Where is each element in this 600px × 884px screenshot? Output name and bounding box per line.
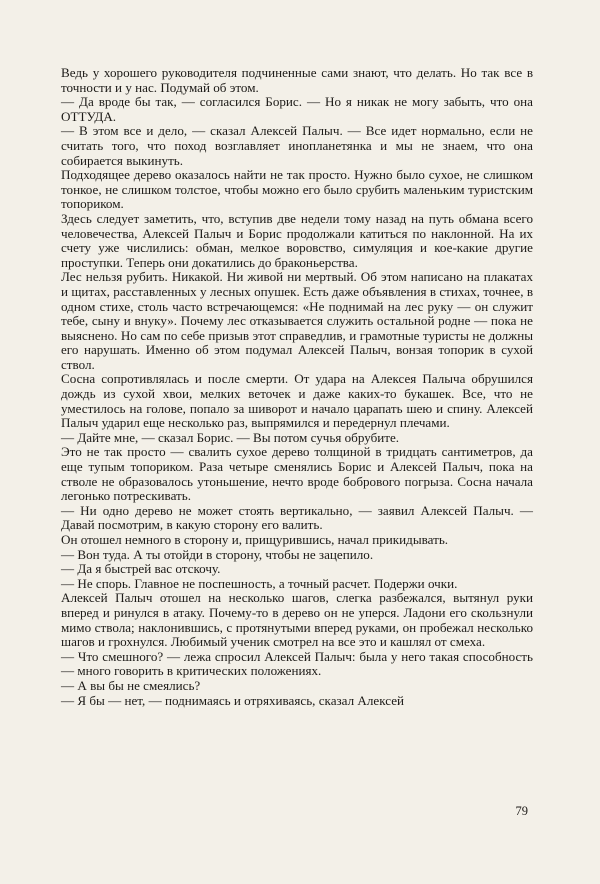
page-text <box>61 66 533 708</box>
paragraph: — Да я быстрей вас отскочу. <box>61 561 221 577</box>
paragraph: Сосна сопротивлялась и после смерти. От удара на Алексея Палыча обрушился дождь из сухой хвои, мелких веточек и даже каких-то букашек. Все, что не уместилось на голове, попало за шиворот и начало царапать шею и спину. Алексей Палыч ударил еще несколько раз, выпрямился и передернул плечами. <box>61 371 533 431</box>
paragraph: — Ни одно дерево не может стоять вертикально, — заявил Алексей Палыч. — Давай посмотрим, в какую сторону его валить. <box>61 502 533 533</box>
paragraph: Лес нельзя рубить. Никакой. Ни живой ни мертвый. Об этом написано на плакатах и щитах, расставленных у лесных опушек. Есть даже объявления в стихах, точнее, в одном стихе, столь часто встречающемся: «Не поднимай на лес руку — он служит тебе, сыну и внуку». Почему лес отказывается служить остальной родне — пока не выяснено. Но сам по себе призыв этот справедлив, и грамотные туристы не должны его нарушать. Именно об этом подумал Алексей Палыч, вонзая топорик в сухой ствол. <box>61 269 533 372</box>
page-number: 79 <box>515 804 528 818</box>
paragraph: Подходящее дерево оказалось найти не так просто. Нужно было сухое, не слишком тонкое, не слишком толстое, чтобы можно его было срубить маленьким туристским топориком. <box>61 167 533 212</box>
paragraph: Он отошел немного в сторону и, прищурившись, начал прикидывать. <box>61 532 449 547</box>
paragraph: — А вы бы не смеялись? <box>61 677 201 693</box>
paragraph: Алексей Палыч отошел на несколько шагов, слегка разбежался, вытянул руки вперед и ринулся в атаку. Почему-то в дерево он не уперся. Ладони его скользнули мимо ствола; наклонившись, с протянутыми вперед руками, он пробежал несколько шагов и грохнулся. Любимый ученик смотрел на все это и кашлял от смеха. <box>61 590 533 650</box>
paragraph: — В этом все и дело, — сказал Алексей Палыч. — Все идет нормально, если не считать того, что поход возглавляет инопланетянка и мы не знаем, что она собирается выкинуть. <box>61 123 533 168</box>
paragraph: — Вон туда. А ты отойди в сторону, чтобы не зацепило. <box>61 546 374 562</box>
paragraph: Здесь следует заметить, что, вступив две недели тому назад на путь обмана всего человечества, Алексей Палыч и Борис продолжали катиться по наклонной. На их счету уже числились: обман, мелкое воровство, симуляция и кое-какие другие проступки. Теперь они докатились до браконьерства. <box>61 210 533 270</box>
paragraph: — Я бы — нет, — поднимаясь и отряхиваясь, сказал Алексей <box>61 692 405 708</box>
paragraph: — Дайте мне, — сказал Борис. — Вы потом сучья обрубите. <box>61 429 400 445</box>
paragraph: — Да вроде бы так, — согласился Борис. — Но я никак не могу забыть, что она ОТТУДА. <box>61 94 533 124</box>
paragraph: Это не так просто — свалить сухое дерево толщиной в тридцать сантиметров, да еще тупым топориком. Раза четыре сменялись Борис и Алексей Палыч, пока на стволе не образовалось утоньшение, нечто вроде бобрового погрыза. Сосна начала легонько потрескивать. <box>61 444 533 504</box>
paragraph: — Что смешного? — лежа спросил Алексей Палыч: была у него такая способность — много говорить в критических положениях. <box>61 648 533 679</box>
paragraph: Ведь у хорошего руководителя подчиненные сами знают, что делать. Но так все в точности и у нас. Подумай об этом. <box>61 65 533 95</box>
paragraph: — Не спорь. Главное не поспешность, а точный расчет. Подержи очки. <box>61 575 458 591</box>
